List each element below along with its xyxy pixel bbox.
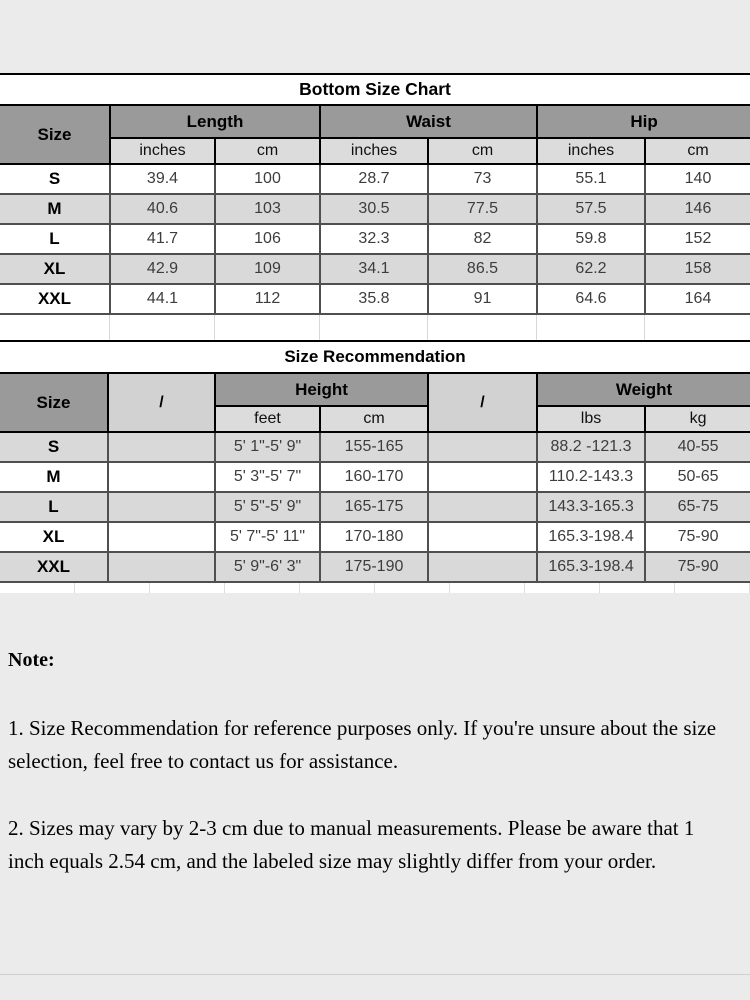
blank-cell <box>108 462 215 492</box>
weight-kg-cell: 65-75 <box>645 492 750 522</box>
size-column-header: Size <box>0 373 108 432</box>
value-cell: 41.7 <box>110 224 215 254</box>
blank-cell <box>428 492 537 522</box>
unit-header: cm <box>428 138 537 164</box>
value-cell: 64.6 <box>537 284 645 314</box>
weight-kg-cell: 50-65 <box>645 462 750 492</box>
value-cell: 91 <box>428 284 537 314</box>
value-cell: 140 <box>645 164 750 194</box>
table-header-row <box>0 105 750 138</box>
blank-cell <box>108 492 215 522</box>
value-cell: 42.9 <box>110 254 215 284</box>
table-row <box>0 552 750 582</box>
height-cm-cell: 160-170 <box>320 462 428 492</box>
size-recommendation-table <box>0 372 750 583</box>
unit-header: cm <box>645 138 750 164</box>
size-cell: XL <box>0 522 108 552</box>
blank-cell <box>108 552 215 582</box>
value-cell: 152 <box>645 224 750 254</box>
size-cell: S <box>0 164 110 194</box>
value-cell: 77.5 <box>428 194 537 224</box>
value-cell: 82 <box>428 224 537 254</box>
value-cell: 28.7 <box>320 164 428 194</box>
blank-cell <box>428 432 537 462</box>
height-cm-cell: 165-175 <box>320 492 428 522</box>
empty-grid-strip <box>0 583 750 593</box>
height-feet-cell: 5' 1"-5' 9" <box>215 432 320 462</box>
note-item-1: 1. Size Recommendation for reference purposes only. If you're unsure about the size selection, feel free to contact us for assistance. <box>8 716 717 773</box>
slash-column-header: / <box>428 373 537 432</box>
table-header-row <box>0 373 750 406</box>
value-cell: 30.5 <box>320 194 428 224</box>
value-cell: 62.2 <box>537 254 645 284</box>
weight-lbs-cell: 143.3-165.3 <box>537 492 645 522</box>
value-cell: 34.1 <box>320 254 428 284</box>
size-cell: L <box>0 224 110 254</box>
value-cell: 57.5 <box>537 194 645 224</box>
bottom-size-chart-title: Bottom Size Chart <box>0 75 750 104</box>
height-cm-cell: 170-180 <box>320 522 428 552</box>
value-cell: 103 <box>215 194 320 224</box>
bottom-size-chart-table <box>0 104 750 315</box>
size-cell: XXL <box>0 552 108 582</box>
height-feet-cell: 5' 3"-5' 7" <box>215 462 320 492</box>
value-cell: 86.5 <box>428 254 537 284</box>
table-row <box>0 522 750 552</box>
note-item-2: 2. Sizes may vary by 2-3 cm due to manual measurements. Please be aware that 1 inch equals 2.54 cm, and the labeled size may slightly differ from your order. <box>8 816 695 873</box>
waist-group-header: Waist <box>320 105 537 138</box>
table-row <box>0 284 750 314</box>
value-cell: 100 <box>215 164 320 194</box>
length-group-header: Length <box>110 105 320 138</box>
height-feet-cell: 5' 5"-5' 9" <box>215 492 320 522</box>
value-cell: 59.8 <box>537 224 645 254</box>
unit-header: inches <box>110 138 215 164</box>
unit-header: inches <box>320 138 428 164</box>
height-feet-cell: 5' 9"-6' 3" <box>215 552 320 582</box>
table-row <box>0 432 750 462</box>
unit-header: inches <box>537 138 645 164</box>
hip-group-header: Hip <box>537 105 750 138</box>
table-row <box>0 462 750 492</box>
value-cell: 44.1 <box>110 284 215 314</box>
value-cell: 35.8 <box>320 284 428 314</box>
height-cm-cell: 155-165 <box>320 432 428 462</box>
size-column-header: Size <box>0 105 110 164</box>
table-row <box>0 492 750 522</box>
weight-lbs-cell: 165.3-198.4 <box>537 552 645 582</box>
value-cell: 55.1 <box>537 164 645 194</box>
value-cell: 40.6 <box>110 194 215 224</box>
value-cell: 146 <box>645 194 750 224</box>
blank-cell <box>428 552 537 582</box>
height-cm-cell: 175-190 <box>320 552 428 582</box>
note-heading: Note: <box>8 649 55 671</box>
weight-kg-cell: 75-90 <box>645 522 750 552</box>
unit-header: cm <box>320 406 428 432</box>
value-cell: 109 <box>215 254 320 284</box>
size-recommendation-title: Size Recommendation <box>0 342 750 372</box>
size-cell: M <box>0 194 110 224</box>
blank-cell <box>428 522 537 552</box>
weight-lbs-cell: 88.2 -121.3 <box>537 432 645 462</box>
table-row <box>0 194 750 224</box>
height-feet-cell: 5' 7"-5' 11" <box>215 522 320 552</box>
unit-header: lbs <box>537 406 645 432</box>
weight-lbs-cell: 165.3-198.4 <box>537 522 645 552</box>
value-cell: 73 <box>428 164 537 194</box>
weight-kg-cell: 75-90 <box>645 552 750 582</box>
table-row <box>0 254 750 284</box>
table-row <box>0 164 750 194</box>
blank-cell <box>428 462 537 492</box>
blank-cell <box>108 522 215 552</box>
value-cell: 158 <box>645 254 750 284</box>
weight-kg-cell: 40-55 <box>645 432 750 462</box>
blank-cell <box>108 432 215 462</box>
note-section <box>0 593 750 1000</box>
unit-header: kg <box>645 406 750 432</box>
size-cell: XL <box>0 254 110 284</box>
value-cell: 39.4 <box>110 164 215 194</box>
value-cell: 32.3 <box>320 224 428 254</box>
value-cell: 164 <box>645 284 750 314</box>
table-subheader-row <box>0 138 750 164</box>
bottom-hairline <box>0 974 750 975</box>
weight-lbs-cell: 110.2-143.3 <box>537 462 645 492</box>
size-cell: XXL <box>0 284 110 314</box>
value-cell: 106 <box>215 224 320 254</box>
size-cell: S <box>0 432 108 462</box>
size-cell: M <box>0 462 108 492</box>
value-cell: 112 <box>215 284 320 314</box>
unit-header: cm <box>215 138 320 164</box>
empty-grid-row <box>0 315 750 340</box>
table-row <box>0 224 750 254</box>
unit-header: feet <box>215 406 320 432</box>
top-spacer <box>0 0 750 73</box>
height-group-header: Height <box>215 373 428 406</box>
slash-column-header: / <box>108 373 215 432</box>
weight-group-header: Weight <box>537 373 750 406</box>
size-cell: L <box>0 492 108 522</box>
